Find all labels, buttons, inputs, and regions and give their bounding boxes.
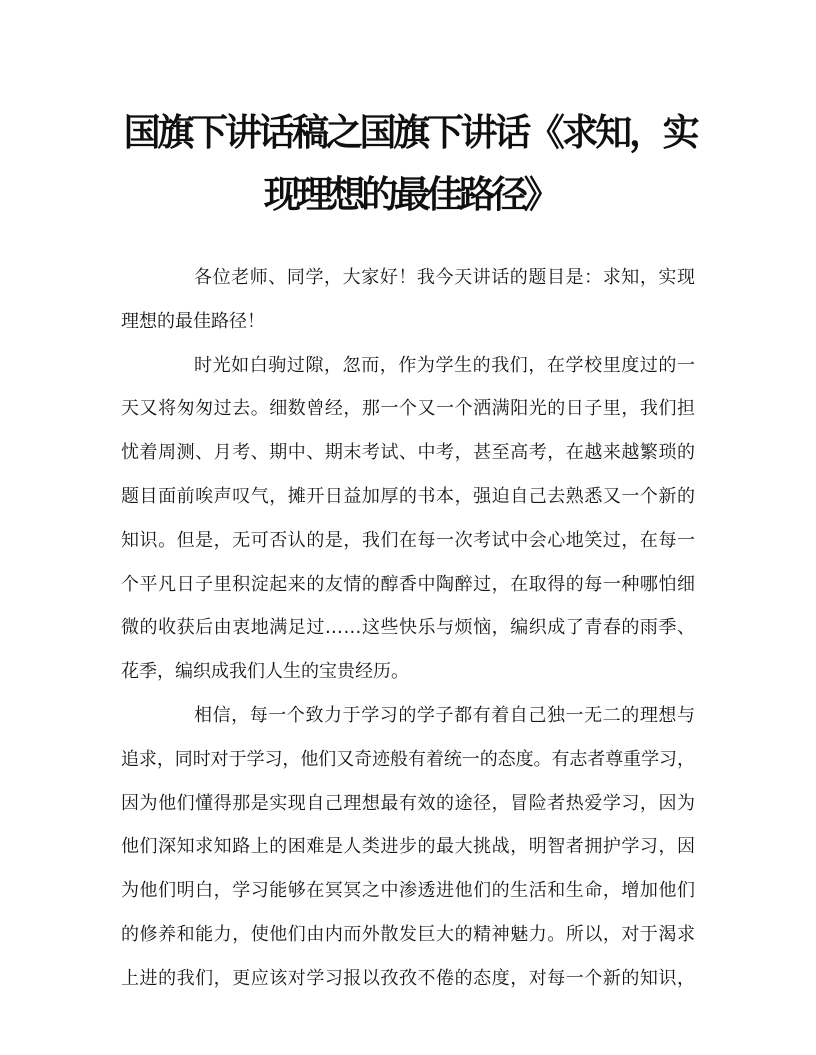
title-line-1: 国旗下讲话稿之国旗下讲话《求知，实 [123,110,697,154]
paragraph-3-line-1: 相信，每一个致力于学习的学子都有着自己独一无二的理想与 [194,705,696,726]
paragraph-3-line-7: 上进的我们，更应该对学习报以孜孜不倦的态度，对每一个新的知识， [121,968,696,989]
paragraph-2-line-7: 微的收获后由衷地满足过……这些快乐与烦恼，编织成了青春的雨季、 [121,617,696,638]
paragraph-2-line-8: 花季，编织成我们人生的宝贵经历。 [121,661,409,682]
paragraph-2-line-2: 天又将匆匆过去。细数曾经，那一个又一个洒满阳光的日子里，我们担 [121,398,696,419]
paragraph-3-line-3: 因为他们懂得那是实现自己理想最有效的途径，冒险者热爱学习，因为 [121,793,696,814]
paragraph-3-line-2: 追求，同时对于学习，他们又奇迹般有着统一的态度。有志者尊重学习， [121,749,695,770]
paragraph-3-line-5: 为他们明白，学习能够在冥冥之中渗透进他们的生活和生命，增加他们 [121,880,696,901]
paragraph-2-line-5: 知识。但是，无可否认的是，我们在每一次考试中会心地笑过，在每一 [121,530,696,551]
paragraph-2-line-1: 时光如白驹过隙，忽而，作为学生的我们，在学校里度过的一 [194,355,696,376]
paragraph-2-line-3: 忧着周测、月考、期中、期末考试、中考，甚至高考，在越来越繁琐的 [121,442,696,463]
paragraph-3-line-4: 他们深知求知路上的困难是人类进步的最大挑战，明智者拥护学习，因 [121,836,696,857]
paragraph-3-line-6: 的修养和能力，使他们由内而外散发巨大的精神魅力。所以，对于渴求 [121,924,696,945]
paragraph-1-line-1: 各位老师、同学，大家好！我今天讲话的题目是：求知，实现 [194,267,696,288]
paragraph-2-line-4: 题目面前唉声叹气，摊开日益加厚的书本，强迫自己去熟悉又一个新的 [121,486,696,507]
paragraph-2-line-6: 个平凡日子里积淀起来的友情的醇香中陶醉过，在取得的每一种哪怕细 [121,574,696,595]
paragraph-1-line-2: 理想的最佳路径！ [121,311,265,332]
title-line-2: 现理想的最佳路径》 [263,172,557,216]
